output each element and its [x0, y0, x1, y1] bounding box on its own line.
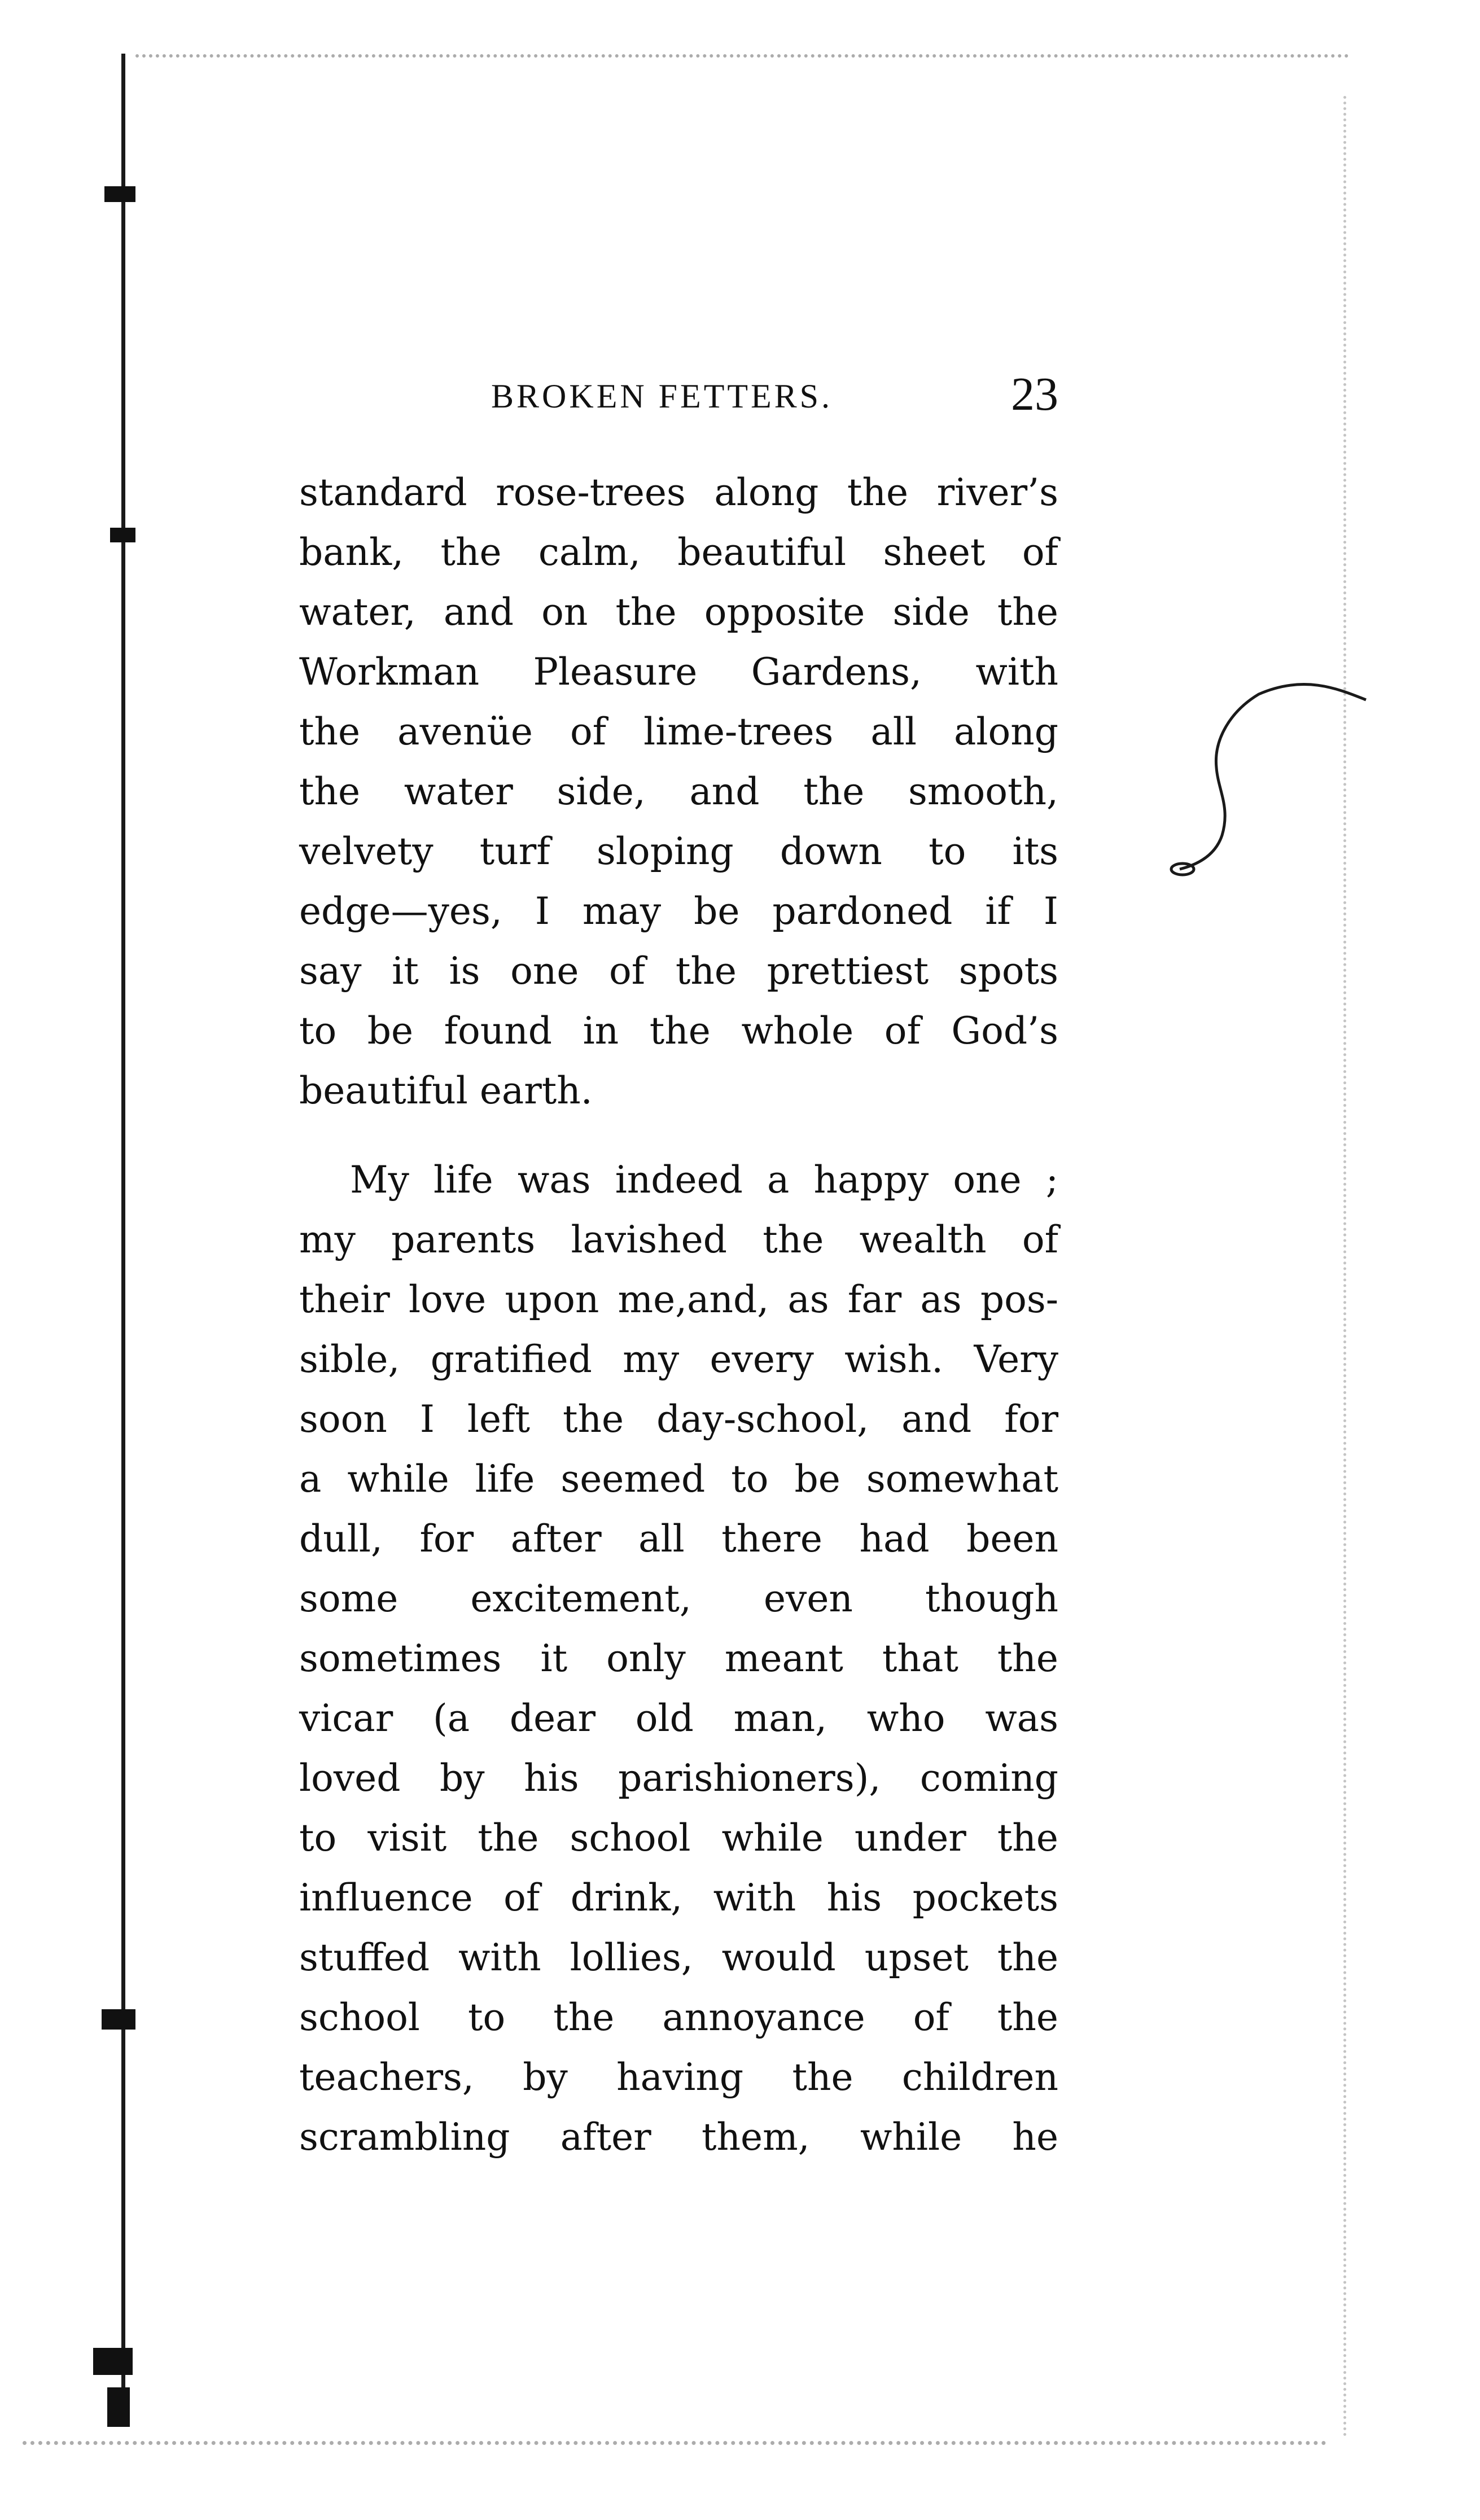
running-title: BROKEN FETTERS.: [491, 378, 833, 415]
text-line: some excitement, even though: [299, 1577, 1058, 1620]
text-line: loved by his parishioners), coming: [299, 1756, 1058, 1800]
binding-mark: [104, 186, 135, 202]
text-line: water, and on the opposite side the: [299, 590, 1058, 634]
text-line: my parents lavished the wealth of: [299, 1218, 1058, 1261]
text-line: Workman Pleasure Gardens, with: [299, 650, 1058, 694]
scan-noise-bottom: [23, 2441, 1326, 2445]
text-line: My life was indeed a happy one ;: [350, 1158, 1058, 1202]
text-line: say it is one of the prettiest spots: [299, 949, 1058, 993]
text-line: dull, for after all there had been: [299, 1517, 1058, 1561]
binding-edge: [121, 54, 125, 2418]
scan-noise-right: [1343, 96, 1346, 2438]
text-line: bank, the calm, beautiful sheet of: [299, 531, 1058, 574]
text-line: stuffed with lollies, would upset the: [299, 1936, 1058, 1979]
paragraph-gap: [299, 1121, 1058, 1150]
paragraph: [299, 463, 1058, 1121]
text-line: school to the annoyance of the: [299, 1996, 1058, 2039]
text-line: edge—yes, I may be pardoned if I: [299, 889, 1058, 933]
text-line: their love upon me,and, as far as pos-: [299, 1278, 1058, 1321]
paragraph: [299, 1150, 1058, 2167]
text-line: to be found in the whole of God’s: [299, 1009, 1058, 1053]
text-line: teachers, by having the children: [299, 2056, 1058, 2099]
page-number: 23: [1011, 368, 1058, 420]
text-line: velvety turf sloping down to its: [299, 830, 1058, 873]
text-line: soon I left the day-school, and for: [299, 1397, 1058, 1441]
binding-mark: [107, 2387, 130, 2427]
pencil-annotation: [1168, 677, 1372, 892]
text-line: to visit the school while under the: [299, 1816, 1058, 1860]
body-text: [299, 463, 1058, 2167]
binding-mark: [110, 528, 135, 542]
scan-noise-top: [135, 54, 1349, 58]
binding-mark: [93, 2348, 133, 2375]
text-line: scrambling after them, while he: [299, 2115, 1058, 2159]
text-line: beautiful earth.: [299, 1069, 593, 1112]
text-line: sometimes it only meant that the: [299, 1637, 1058, 1680]
text-line: a while life seemed to be somewhat: [299, 1457, 1058, 1501]
text-line: sible, gratified my every wish. Very: [299, 1338, 1058, 1381]
running-header: [299, 367, 1058, 440]
text-line: standard rose-trees along the river’s: [299, 471, 1058, 514]
text-line: the avenüe of lime-trees all along: [299, 710, 1058, 753]
text-line: influence of drink, with his pockets: [299, 1876, 1058, 1919]
binding-mark: [102, 2009, 135, 2030]
text-line: the water side, and the smooth,: [299, 770, 1058, 813]
text-line: vicar (a dear old man, who was: [299, 1697, 1058, 1740]
